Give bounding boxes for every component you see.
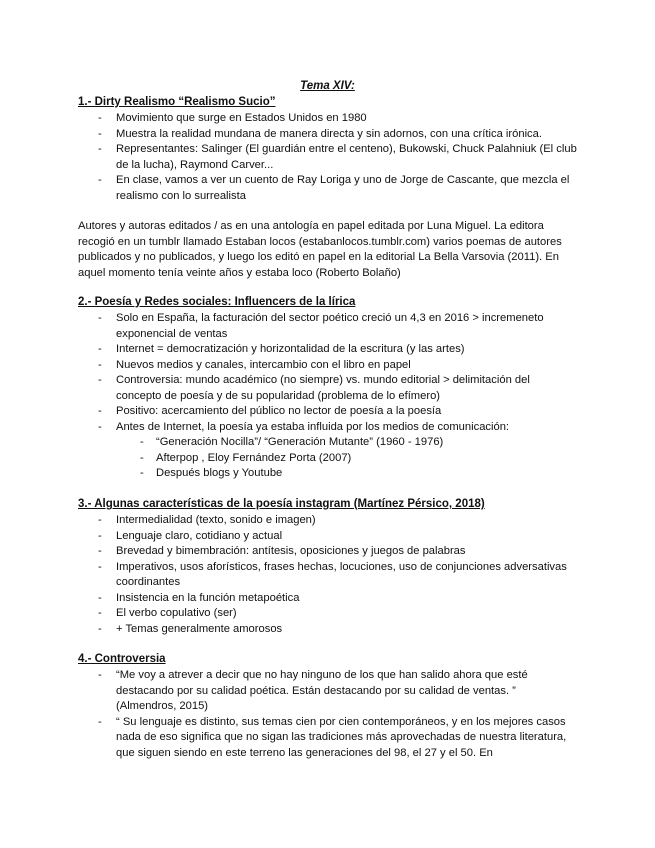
list-item: - Internet = democratización y horizontalidad de la escritura (y las artes) xyxy=(78,342,578,358)
section-2-heading: 2.- Poesía y Redes sociales: Influencers de la lírica xyxy=(78,296,356,308)
section-1-heading: 1.- Dirty Realismo “Realismo Sucio” xyxy=(78,96,276,108)
list-item: - Controversia: mundo académico (no siempre) vs. mundo editorial > delimitación del concepto de poesía y de su popularidad (problema de lo efímero) xyxy=(78,373,578,404)
page-title: Tema XIV: xyxy=(300,80,355,92)
list-item: - Positivo: acercamiento del público no lector de poesía a la poesía xyxy=(78,404,578,420)
list-item: - + Temas generalmente amorosos xyxy=(78,622,578,638)
list-item xyxy=(78,420,578,482)
list-item: - En clase, vamos a ver un cuento de Ray Loriga y uno de Jorge de Cascante, que mezcla el realismo con lo surrealista xyxy=(78,173,578,204)
list-item: - Movimiento que surge en Estados Unidos en 1980 xyxy=(78,111,578,127)
list-item-text: Antes de Internet, la poesía ya estaba influida por los medios de comunicación: xyxy=(116,420,510,433)
section-2-list xyxy=(78,311,578,482)
section-4-heading: 4.- Controversia xyxy=(78,653,166,665)
section-4-list xyxy=(78,668,578,761)
list-item: - “Me voy a atrever a decir que no hay ninguno de los que han salido ahora que esté destacando por su calidad poética. Están destacando por su calidad de ventas. ” (Almendros, 2015) xyxy=(78,668,578,715)
section-2-sublist xyxy=(116,435,578,482)
section-1-list xyxy=(78,111,578,204)
list-item: - El verbo copulativo (ser) xyxy=(78,606,578,622)
list-item: - Brevedad y bimembración: antítesis, oposiciones y juegos de palabras xyxy=(78,544,578,560)
list-item: - Solo en España, la facturación del sector poético creció un 4,3 en 2016 > incremeneto exponencial de ventas xyxy=(78,311,578,342)
list-item: - Muestra la realidad mundana de manera directa y sin adornos, con una crítica irónica. xyxy=(78,127,578,143)
section-3-heading: 3.- Algunas características de la poesía instagram (Martínez Pérsico, 2018) xyxy=(78,498,485,510)
list-item: - Nuevos medios y canales, intercambio con el libro en papel xyxy=(78,358,578,374)
list-item: - Imperativos, usos aforísticos, frases hechas, locuciones, uso de conjunciones adversativas coordinantes xyxy=(78,560,578,591)
list-item: - Representantes: Salinger (El guardián entre el centeno), Bukowski, Chuck Palahniuk (El club de la lucha), Raymond Carver... xyxy=(78,142,578,173)
sub-list-item: - “Generación Nocilla”/ “Generación Mutante” (1960 - 1976) xyxy=(116,435,578,451)
list-item: - “ Su lenguaje es distinto, sus temas cien por cien contemporáneos, y en los mejores casos nada de eso significa que no sigan las tradiciones más aprovechadas de nuestra literatura, que siguen siendo en este terreno las generaciones del 98, el 27 y el 50. En xyxy=(78,715,578,762)
sub-list-item: - Afterpop , Eloy Fernández Porta (2007) xyxy=(116,451,578,467)
list-item: - Intermedialidad (texto, sonido e imagen) xyxy=(78,513,578,529)
intro-paragraph: Autores y autoras editados / as en una antología en papel editada por Luna Miguel. La editora recogió en un tumblr llamado Estaban locos (estabanlocos.tumblr.com) varios poemas de autores publicados y no publicados, y luego los editó en papel en la editorial La Bella Varsovia (2011). En aquel momento tenía veinte años y estaba loco (Roberto Bolaño) xyxy=(78,220,562,279)
section-3-list xyxy=(78,513,578,637)
list-item: - Insistencia en la función metapoética xyxy=(78,591,578,607)
sub-list-item: - Después blogs y Youtube xyxy=(116,466,578,482)
list-item: - Lenguaje claro, cotidiano y actual xyxy=(78,529,578,545)
